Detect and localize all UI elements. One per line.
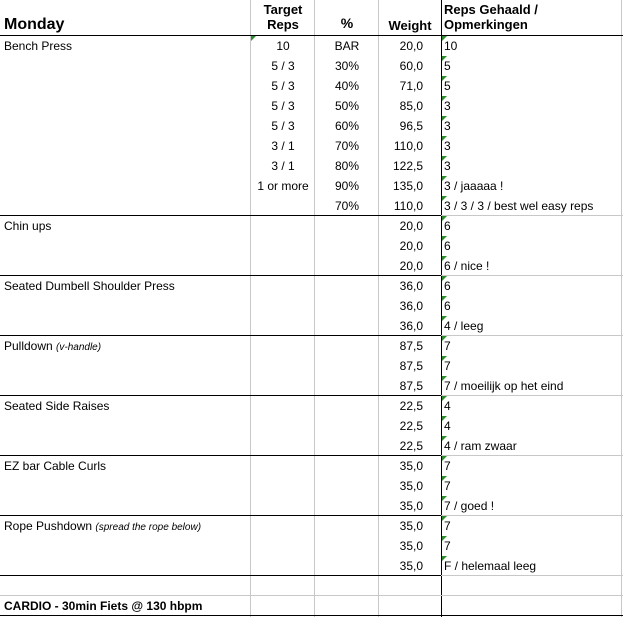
target-reps-cell: 3 / 1 bbox=[271, 159, 295, 173]
percent-cell bbox=[316, 476, 378, 496]
reps-cell: 3 bbox=[444, 99, 451, 113]
reps-cell: 5 bbox=[444, 59, 451, 73]
weight-cell: 110,0 bbox=[393, 199, 423, 213]
target-reps-cell bbox=[252, 496, 314, 516]
percent-cell bbox=[316, 276, 378, 296]
reps-cell: 7 bbox=[444, 539, 451, 553]
reps-cell: 3 / 3 / 3 / best wel easy reps bbox=[444, 199, 594, 213]
weight-cell: 35,0 bbox=[399, 459, 423, 473]
gridline bbox=[378, 0, 379, 617]
reps-cell: F / helemaal leeg bbox=[444, 559, 537, 573]
weight-cell: 96,5 bbox=[399, 119, 423, 133]
exercise-label: Chin ups bbox=[4, 219, 52, 233]
weight-cell: 20,0 bbox=[399, 219, 423, 233]
percent-cell bbox=[316, 556, 378, 576]
reps-cell: 3 bbox=[444, 139, 451, 153]
column-border bbox=[441, 0, 442, 617]
target-reps-cell: 3 / 1 bbox=[271, 139, 295, 153]
exercise-label: Seated Dumbell Shoulder Press bbox=[4, 279, 175, 293]
reps-header-line2: Opmerkingen bbox=[444, 17, 528, 32]
weight-cell: 22,5 bbox=[399, 399, 423, 413]
reps-cell: 4 / leeg bbox=[444, 319, 484, 333]
target-reps-cell: 5 / 3 bbox=[271, 79, 295, 93]
percent-cell bbox=[316, 536, 378, 556]
comment-marker bbox=[442, 456, 447, 461]
weight-cell: 35,0 bbox=[399, 539, 423, 553]
target-reps-cell: 5 / 3 bbox=[271, 119, 295, 133]
reps-header bbox=[444, 2, 620, 32]
gridline bbox=[0, 595, 623, 596]
gridline bbox=[441, 575, 623, 576]
target-reps-header-line1: Target bbox=[263, 2, 303, 17]
percent-cell bbox=[316, 496, 378, 516]
target-reps-cell bbox=[252, 336, 314, 356]
percent-cell bbox=[316, 456, 378, 476]
comment-marker bbox=[442, 196, 447, 201]
target-reps-cell: 10 bbox=[276, 39, 290, 53]
weight-cell: 60,0 bbox=[399, 59, 423, 73]
reps-cell: 7 bbox=[444, 339, 451, 353]
reps-header-line1: Reps Gehaald / bbox=[444, 2, 538, 17]
comment-marker bbox=[442, 516, 447, 521]
target-reps-cell bbox=[252, 356, 314, 376]
reps-cell: 10 bbox=[444, 39, 458, 53]
target-reps-cell bbox=[252, 436, 314, 456]
target-reps-cell bbox=[252, 416, 314, 436]
percent-cell bbox=[316, 356, 378, 376]
weight-cell: 36,0 bbox=[399, 319, 423, 333]
target-reps-cell bbox=[252, 476, 314, 496]
exercise-label: EZ bar Cable Curls bbox=[4, 459, 107, 473]
reps-cell: 4 / ram zwaar bbox=[444, 439, 517, 453]
comment-marker bbox=[442, 256, 447, 261]
reps-cell: 6 bbox=[444, 279, 451, 293]
weight-cell: 135,0 bbox=[392, 179, 423, 193]
reps-cell: 7 bbox=[444, 459, 451, 473]
reps-cell: 3 bbox=[444, 159, 451, 173]
exercise-name bbox=[4, 276, 248, 296]
percent-cell: 70% bbox=[334, 139, 360, 153]
percent-cell: 40% bbox=[334, 79, 360, 93]
target-reps-cell bbox=[252, 376, 314, 396]
comment-marker bbox=[442, 436, 447, 441]
weight-cell: 36,0 bbox=[399, 299, 423, 313]
bottom-border bbox=[0, 615, 623, 616]
comment-marker bbox=[442, 556, 447, 561]
comment-marker bbox=[442, 76, 447, 81]
comment-marker bbox=[442, 296, 447, 301]
percent-cell bbox=[316, 336, 378, 356]
weight-cell: 87,5 bbox=[399, 379, 423, 393]
target-reps-cell: 1 or more bbox=[257, 179, 309, 193]
percent-cell bbox=[316, 236, 378, 256]
exercise-name bbox=[4, 396, 248, 416]
gridline bbox=[621, 0, 622, 617]
percent-cell bbox=[316, 316, 378, 336]
exercise-label: Bench Press bbox=[4, 39, 73, 53]
reps-cell: 5 bbox=[444, 79, 451, 93]
comment-marker bbox=[442, 376, 447, 381]
reps-cell: 4 bbox=[444, 419, 451, 433]
weight-cell: 87,5 bbox=[399, 359, 423, 373]
target-reps-cell bbox=[252, 216, 314, 236]
cardio-note: CARDIO - 30min Fiets @ 130 hbpm bbox=[4, 599, 203, 613]
reps-cell: 7 bbox=[444, 479, 451, 493]
comment-marker bbox=[442, 216, 447, 221]
comment-marker bbox=[442, 56, 447, 61]
weight-cell: 35,0 bbox=[399, 499, 423, 513]
reps-cell: 7 / moeilijk op het eind bbox=[444, 379, 564, 393]
weight-cell: 122,5 bbox=[392, 159, 423, 173]
reps-cell: 6 bbox=[444, 219, 451, 233]
target-reps-cell bbox=[252, 276, 314, 296]
weight-cell: 35,0 bbox=[399, 519, 423, 533]
reps-cell: 6 bbox=[444, 239, 451, 253]
comment-marker bbox=[442, 276, 447, 281]
exercise-note: (spread the rope below) bbox=[95, 522, 202, 533]
target-reps-cell: 5 / 3 bbox=[271, 99, 295, 113]
target-reps-cell bbox=[252, 556, 314, 576]
comment-marker bbox=[442, 336, 447, 341]
comment-marker bbox=[442, 176, 447, 181]
weight-header: Weight bbox=[388, 18, 432, 33]
target-reps-cell bbox=[252, 196, 314, 216]
comment-marker bbox=[442, 496, 447, 501]
target-reps-cell: 5 / 3 bbox=[271, 59, 295, 73]
weight-cell: 36,0 bbox=[399, 279, 423, 293]
gridline bbox=[250, 0, 251, 617]
comment-marker bbox=[442, 356, 447, 361]
comment-marker bbox=[442, 96, 447, 101]
reps-cell: 7 bbox=[444, 519, 451, 533]
reps-cell: 6 bbox=[444, 299, 451, 313]
reps-cell: 6 / nice ! bbox=[444, 259, 490, 273]
comment-marker bbox=[442, 36, 447, 41]
target-reps-cell bbox=[252, 536, 314, 556]
comment-marker bbox=[442, 396, 447, 401]
target-reps-cell bbox=[252, 316, 314, 336]
exercise-note: (v-handle) bbox=[56, 342, 102, 353]
gridline bbox=[314, 0, 315, 617]
comment-marker bbox=[442, 416, 447, 421]
target-reps-cell bbox=[252, 236, 314, 256]
percent-cell: 60% bbox=[334, 119, 360, 133]
comment-marker bbox=[442, 476, 447, 481]
target-reps-cell bbox=[252, 516, 314, 536]
reps-cell: 3 / jaaaaa ! bbox=[444, 179, 504, 193]
reps-cell: 7 / goed ! bbox=[444, 499, 495, 513]
percent-cell: 90% bbox=[334, 179, 360, 193]
target-reps-cell bbox=[252, 396, 314, 416]
comment-marker bbox=[442, 116, 447, 121]
percent-cell bbox=[316, 376, 378, 396]
target-reps-header bbox=[252, 2, 314, 32]
exercise-name bbox=[4, 36, 248, 56]
weight-cell: 22,5 bbox=[399, 439, 423, 453]
percent-cell bbox=[316, 256, 378, 276]
exercise-label: Seated Side Raises bbox=[4, 399, 110, 413]
percent-cell bbox=[316, 416, 378, 436]
reps-cell: 3 bbox=[444, 119, 451, 133]
reps-cell: 7 bbox=[444, 359, 451, 373]
day-title: Monday bbox=[4, 16, 65, 33]
percent-cell bbox=[316, 396, 378, 416]
weight-cell: 35,0 bbox=[399, 479, 423, 493]
target-reps-header-line2: Reps bbox=[267, 17, 299, 32]
percent-cell: 70% bbox=[334, 199, 360, 213]
percent-cell bbox=[316, 216, 378, 236]
exercise-label: Rope Pushdown bbox=[4, 519, 93, 533]
reps-cell: 4 bbox=[444, 399, 451, 413]
weight-cell: 71,0 bbox=[399, 79, 423, 93]
weight-cell: 87,5 bbox=[399, 339, 423, 353]
comment-marker bbox=[442, 136, 447, 141]
comment-marker bbox=[442, 236, 447, 241]
percent-cell bbox=[316, 436, 378, 456]
percent-header: % bbox=[340, 15, 354, 31]
target-reps-cell bbox=[252, 456, 314, 476]
percent-cell bbox=[316, 296, 378, 316]
weight-cell: 22,5 bbox=[399, 419, 423, 433]
weight-cell: 35,0 bbox=[399, 559, 423, 573]
exercise-name bbox=[4, 216, 248, 236]
comment-marker bbox=[442, 316, 447, 321]
exercise-name bbox=[4, 456, 248, 476]
exercise-name bbox=[4, 516, 248, 536]
percent-cell: 50% bbox=[334, 99, 360, 113]
weight-cell: 20,0 bbox=[399, 259, 423, 273]
weight-cell: 110,0 bbox=[393, 139, 423, 153]
weight-cell: 20,0 bbox=[399, 39, 423, 53]
comment-marker bbox=[442, 536, 447, 541]
exercise-label: Pulldown bbox=[4, 339, 53, 353]
target-reps-cell bbox=[252, 256, 314, 276]
comment-marker bbox=[442, 156, 447, 161]
weight-cell: 20,0 bbox=[399, 239, 423, 253]
weight-cell: 85,0 bbox=[399, 99, 423, 113]
percent-cell: 30% bbox=[334, 59, 360, 73]
section-border bbox=[0, 575, 441, 576]
target-reps-cell bbox=[252, 296, 314, 316]
exercise-name bbox=[4, 336, 248, 356]
percent-cell: BAR bbox=[334, 39, 360, 53]
percent-cell bbox=[316, 516, 378, 536]
percent-cell: 80% bbox=[334, 159, 360, 173]
